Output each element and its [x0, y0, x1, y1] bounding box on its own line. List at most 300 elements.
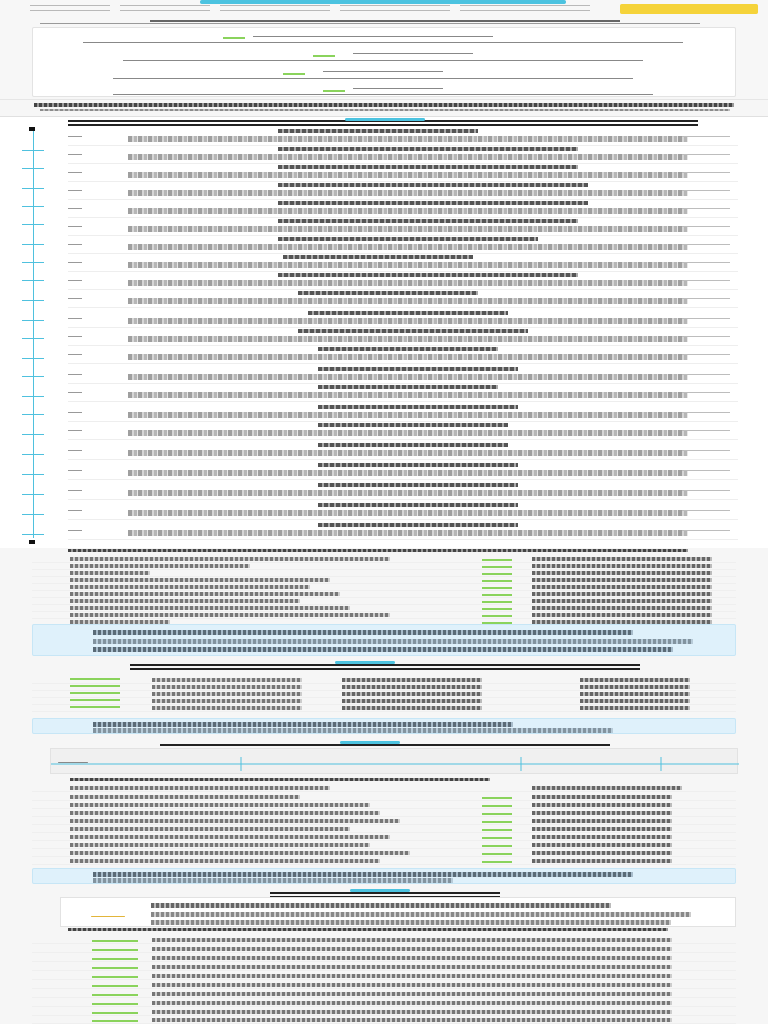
table-row[interactable] — [32, 833, 736, 841]
rail-tick[interactable] — [22, 414, 44, 415]
table-cell — [342, 685, 482, 689]
sparkline-svg — [51, 749, 739, 775]
status-bar — [92, 994, 138, 996]
card-text — [151, 912, 691, 917]
notice-box — [32, 718, 736, 734]
table-cell — [532, 613, 712, 617]
table-cell — [70, 835, 390, 839]
table-cell — [152, 965, 672, 969]
table-cell — [532, 557, 712, 561]
timeline-row-text — [128, 430, 688, 436]
section2-table — [32, 676, 736, 716]
status-bar — [482, 608, 512, 610]
table-cell — [152, 1018, 672, 1022]
timeline-row-text — [128, 490, 688, 496]
row-index — [68, 188, 82, 191]
rail-tick[interactable] — [22, 474, 44, 475]
status-bar — [482, 573, 512, 575]
status-bar — [92, 1012, 138, 1014]
table-cell — [152, 992, 672, 996]
section4-header — [68, 928, 668, 931]
row-meta — [682, 488, 730, 491]
row-index — [68, 468, 82, 471]
rail-top-cap — [29, 127, 35, 131]
timeline-row[interactable] — [68, 290, 738, 308]
table-cell — [532, 578, 712, 582]
timeline-row-head — [298, 291, 478, 295]
timeline-title-accent — [345, 118, 425, 121]
row-index — [68, 372, 82, 375]
timeline-row-head — [278, 183, 588, 187]
row-index — [68, 352, 82, 355]
status-bar — [92, 967, 138, 969]
timeline-row[interactable] — [68, 236, 738, 254]
timeline-row[interactable] — [68, 522, 738, 540]
status-bar — [482, 594, 512, 596]
status-bar — [482, 559, 512, 561]
timeline-row-text — [128, 510, 688, 516]
rail-tick[interactable] — [22, 168, 44, 169]
timeline-row[interactable] — [68, 310, 738, 328]
table-row[interactable] — [32, 801, 736, 809]
section4-accent — [350, 889, 410, 892]
table-row[interactable] — [32, 793, 736, 801]
status-bar — [92, 940, 138, 942]
timeline-row-text — [128, 280, 688, 286]
row-index — [68, 428, 82, 431]
timeline-row-head — [318, 483, 518, 487]
timeline-row[interactable] — [68, 218, 738, 236]
notice-text — [93, 639, 693, 644]
row-meta — [682, 170, 730, 173]
timeline-row[interactable] — [68, 146, 738, 164]
rail-tick[interactable] — [22, 338, 44, 339]
timeline-row-head — [278, 147, 578, 151]
table-cell — [342, 678, 482, 682]
timeline-row-head — [318, 443, 508, 447]
timeline-row[interactable] — [68, 384, 738, 402]
status-bar — [482, 580, 512, 582]
status-bar — [482, 797, 512, 799]
timeline-row-text — [128, 262, 688, 268]
row-meta — [682, 134, 730, 137]
table-header — [70, 778, 490, 781]
table-cell — [532, 819, 672, 823]
table-cell — [70, 827, 350, 831]
rail-tick[interactable] — [22, 206, 44, 207]
table-cell — [70, 564, 250, 568]
timeline-row-head — [283, 255, 473, 259]
notice-box — [32, 624, 736, 656]
rail-tick[interactable] — [22, 262, 44, 263]
row-meta — [682, 410, 730, 413]
table-cell — [152, 938, 672, 942]
row-meta — [682, 528, 730, 531]
table-cell — [70, 557, 390, 561]
table-cell — [152, 685, 302, 689]
rail-tick[interactable] — [22, 534, 44, 535]
table-row[interactable] — [32, 999, 736, 1007]
timeline-row-head — [318, 503, 518, 507]
nav-item[interactable] — [220, 5, 330, 11]
info-card-title — [323, 69, 443, 72]
row-index — [68, 224, 82, 227]
rail-tick[interactable] — [22, 494, 44, 495]
timeline-row-head — [278, 165, 578, 169]
timeline-row[interactable] — [68, 422, 738, 440]
sparkline-chart — [50, 748, 738, 774]
row-index — [68, 242, 82, 245]
row-index — [68, 278, 82, 281]
timeline-row-text — [128, 154, 688, 160]
table-cell — [70, 585, 310, 589]
row-meta — [682, 260, 730, 263]
row-meta — [682, 508, 730, 511]
table1 — [32, 555, 736, 625]
table-cell — [532, 606, 712, 610]
row-meta — [682, 390, 730, 393]
rail-tick[interactable] — [22, 434, 44, 435]
table-cell — [152, 1010, 672, 1014]
table-cell — [70, 859, 380, 863]
rail-tick[interactable] — [22, 376, 44, 377]
status-bar — [482, 861, 512, 863]
table-cell — [532, 843, 672, 847]
timeline-row-head — [278, 237, 538, 241]
notice-text — [93, 630, 633, 635]
timeline-row-text — [128, 450, 688, 456]
row-index — [68, 488, 82, 491]
rail-tick[interactable] — [22, 188, 44, 189]
notice-text — [93, 728, 613, 733]
table-cell — [70, 795, 300, 799]
rail-tick[interactable] — [22, 280, 44, 281]
table-cell — [70, 613, 390, 617]
header-action-button[interactable] — [620, 4, 758, 14]
nav-item[interactable] — [30, 5, 110, 11]
table-row[interactable] — [32, 817, 736, 825]
timeline-row-text — [128, 136, 688, 142]
timeline-row-text — [128, 336, 688, 342]
timeline-row-head — [318, 405, 518, 409]
section-divider — [40, 109, 730, 111]
row-index — [68, 528, 82, 531]
timeline-rail — [33, 128, 34, 538]
status-bar — [482, 853, 512, 855]
row-index — [68, 316, 82, 319]
row-index — [68, 152, 82, 155]
timeline-row[interactable] — [68, 328, 738, 346]
status-bar — [92, 949, 138, 951]
status-bar — [482, 845, 512, 847]
card-accent — [223, 37, 245, 39]
info-card-title — [353, 51, 473, 54]
table-cell — [580, 692, 690, 696]
row-meta — [682, 428, 730, 431]
row-meta — [682, 316, 730, 319]
timeline-row-head — [278, 201, 588, 205]
timeline-row-head — [278, 273, 578, 277]
section4-card — [60, 897, 736, 927]
row-index — [68, 448, 82, 451]
section2-title — [130, 664, 640, 670]
table-cell — [70, 599, 300, 603]
table-cell — [152, 706, 302, 710]
timeline-row-head — [318, 423, 508, 427]
table-cell — [70, 803, 370, 807]
timeline-row-text — [128, 412, 688, 418]
section3-accent — [340, 741, 400, 744]
row-index — [68, 170, 82, 173]
info-card-text — [113, 92, 653, 95]
row-meta — [682, 296, 730, 299]
info-card-text — [83, 40, 683, 43]
timeline-row-head — [318, 523, 518, 527]
rail-tick[interactable] — [22, 244, 44, 245]
table-cell — [532, 592, 712, 596]
header-accent-bar — [200, 0, 566, 4]
status-bar — [92, 985, 138, 987]
table-row[interactable] — [32, 981, 736, 989]
row-index — [68, 334, 82, 337]
timeline-row-head — [318, 347, 498, 351]
table-cell — [532, 851, 672, 855]
status-bar — [482, 587, 512, 589]
table-row[interactable] — [32, 809, 736, 817]
timeline-row[interactable] — [68, 502, 738, 520]
row-index — [68, 296, 82, 299]
status-bar — [92, 1020, 138, 1022]
timeline-row[interactable] — [68, 128, 738, 146]
table-row[interactable] — [32, 936, 736, 944]
table-cell — [580, 685, 690, 689]
row-meta — [682, 206, 730, 209]
status-bar — [482, 821, 512, 823]
rail-tick[interactable] — [22, 300, 44, 301]
card-accent — [283, 73, 305, 75]
timeline-row-text — [128, 208, 688, 214]
timeline-row-text — [128, 172, 688, 178]
table-cell — [532, 564, 712, 568]
status-bar — [482, 829, 512, 831]
timeline-row-text — [128, 318, 688, 324]
table-row[interactable] — [32, 954, 736, 962]
table-cell — [152, 692, 302, 696]
status-bar — [482, 837, 512, 839]
table-cell — [580, 678, 690, 682]
row-meta — [682, 448, 730, 451]
timeline-row[interactable] — [68, 200, 738, 218]
table-cell — [580, 706, 690, 710]
nav-item[interactable] — [340, 5, 450, 11]
rail-tick[interactable] — [22, 150, 44, 151]
rail-tick[interactable] — [22, 396, 44, 397]
table-cell — [152, 947, 672, 951]
table-row[interactable] — [32, 784, 736, 792]
rail-tick[interactable] — [22, 224, 44, 225]
table-row[interactable] — [32, 704, 736, 712]
status-bar — [92, 976, 138, 978]
table-cell — [342, 706, 482, 710]
table-cell — [152, 974, 672, 978]
row-index — [68, 410, 82, 413]
status-bar — [482, 615, 512, 617]
timeline-row[interactable] — [68, 272, 738, 290]
notice-text — [93, 647, 673, 652]
table1-header — [68, 549, 688, 552]
card-text — [151, 920, 671, 925]
nav-item[interactable] — [460, 5, 590, 11]
table-row[interactable] — [32, 1008, 736, 1016]
row-index — [68, 508, 82, 511]
table-cell — [70, 786, 330, 790]
timeline-row[interactable] — [68, 366, 738, 384]
timeline-row[interactable] — [68, 482, 738, 500]
table-cell — [152, 983, 672, 987]
row-index — [68, 206, 82, 209]
timeline-row-head — [278, 219, 578, 223]
info-card-text — [123, 58, 643, 61]
table-row[interactable] — [32, 825, 736, 833]
row-meta — [682, 188, 730, 191]
timeline-row-text — [128, 470, 688, 476]
table-cell — [532, 811, 672, 815]
notice-box — [32, 868, 736, 884]
timeline-row-text — [128, 226, 688, 232]
timeline-row-text — [128, 244, 688, 250]
table-cell — [70, 811, 380, 815]
table-row[interactable] — [32, 963, 736, 971]
notice-text — [93, 878, 453, 883]
table-cell — [70, 819, 400, 823]
card-accent — [313, 55, 335, 57]
info-card-title — [353, 86, 443, 89]
rail-bottom-cap — [29, 540, 35, 544]
timeline-row[interactable] — [68, 442, 738, 460]
timeline-row-head — [298, 329, 528, 333]
row-meta — [682, 372, 730, 375]
table-cell — [532, 585, 712, 589]
table-row[interactable] — [32, 1016, 736, 1024]
timeline-row-head — [318, 367, 518, 371]
rail-tick[interactable] — [22, 320, 44, 321]
table-cell — [152, 956, 672, 960]
timeline-row-text — [128, 354, 688, 360]
timeline-row[interactable] — [68, 182, 738, 200]
section2-accent — [335, 661, 395, 664]
table-cell — [70, 843, 370, 847]
row-meta — [682, 278, 730, 281]
rail-tick[interactable] — [22, 358, 44, 359]
status-bar — [482, 601, 512, 603]
card-accent — [91, 916, 125, 917]
info-card-text — [113, 76, 633, 79]
timeline-row[interactable] — [68, 254, 738, 272]
table-cell — [532, 827, 672, 831]
page-subtitle — [40, 20, 700, 24]
status-bar — [92, 958, 138, 960]
table-cell — [70, 592, 340, 596]
timeline-row-text — [128, 530, 688, 536]
row-meta — [682, 468, 730, 471]
timeline-row[interactable] — [68, 462, 738, 480]
rail-tick[interactable] — [22, 514, 44, 515]
notice-text — [93, 722, 513, 727]
timeline-row-text — [128, 374, 688, 380]
table-row[interactable] — [32, 841, 736, 849]
row-index — [68, 390, 82, 393]
timeline-row-text — [128, 190, 688, 196]
table-cell — [70, 851, 410, 855]
table-cell — [70, 571, 150, 575]
timeline-row-text — [128, 298, 688, 304]
rail-tick[interactable] — [22, 454, 44, 455]
status-bar — [482, 805, 512, 807]
table-row[interactable] — [32, 849, 736, 857]
timeline-row-text — [128, 392, 688, 398]
status-bar — [482, 566, 512, 568]
status-bar — [92, 1003, 138, 1005]
info-card-group — [32, 27, 736, 97]
table-cell — [152, 699, 302, 703]
section4-table — [32, 936, 736, 1022]
table-cell — [70, 606, 350, 610]
timeline-row-head — [318, 463, 518, 467]
row-meta — [682, 334, 730, 337]
table-cell — [532, 835, 672, 839]
nav-item[interactable] — [120, 5, 210, 11]
nav-strip — [30, 3, 590, 13]
timeline-row[interactable] — [68, 164, 738, 182]
row-meta — [682, 224, 730, 227]
section3-table — [32, 778, 736, 864]
table-cell — [532, 599, 712, 603]
timeline-row[interactable] — [68, 346, 738, 364]
table-cell — [580, 699, 690, 703]
table-cell — [532, 795, 672, 799]
card-text — [151, 903, 611, 908]
table-row[interactable] — [32, 945, 736, 953]
table-row[interactable] — [32, 857, 736, 865]
table-cell — [532, 571, 712, 575]
row-index — [68, 260, 82, 263]
table-cell — [70, 578, 330, 582]
table-cell — [152, 1001, 672, 1005]
timeline-row[interactable] — [68, 404, 738, 422]
table-cell — [532, 786, 682, 790]
row-index — [68, 134, 82, 137]
table-row[interactable] — [32, 990, 736, 998]
row-meta — [682, 242, 730, 245]
timeline-row-head — [308, 311, 508, 315]
section-divider — [34, 103, 734, 107]
timeline-row-head — [318, 385, 498, 389]
table-cell — [152, 678, 302, 682]
table-cell — [342, 692, 482, 696]
table-cell — [532, 803, 672, 807]
row-meta — [682, 352, 730, 355]
table-cell — [342, 699, 482, 703]
table-row[interactable] — [32, 972, 736, 980]
row-meta — [682, 152, 730, 155]
top-banner — [0, 0, 768, 100]
notice-text — [93, 872, 633, 877]
timeline-row-head — [278, 129, 478, 133]
sparkline-label — [58, 762, 88, 763]
status-bar — [482, 813, 512, 815]
table-cell — [532, 859, 672, 863]
info-card-title — [253, 34, 493, 37]
